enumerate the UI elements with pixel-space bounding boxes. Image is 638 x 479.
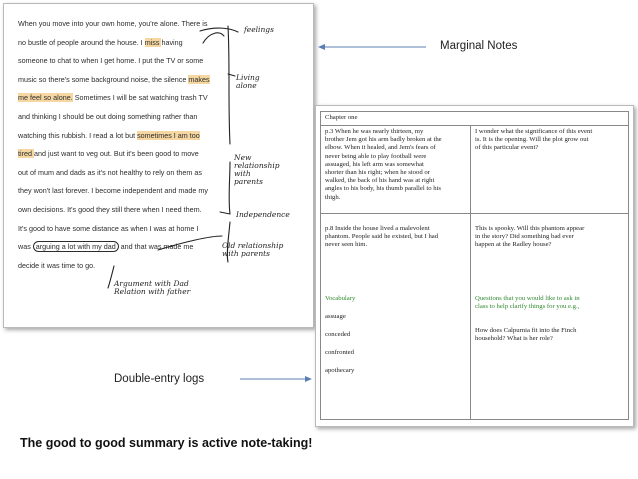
margin-note-argument: Argument with Dad Relation with father: [114, 279, 191, 296]
log-row: [321, 125, 628, 214]
text-segment: was: [18, 242, 33, 252]
text-segment: someone to chat to when I get home. I put the TV or some: [18, 56, 204, 66]
text-segment: watching this rubbish. I read a lot but: [18, 130, 138, 140]
text-segment: and thinking I should be out doing something rather than: [18, 112, 198, 121]
log-header: Chapter one: [325, 114, 358, 121]
text-segment: and that was made me: [118, 242, 194, 252]
marginal-notes-label: Marginal Notes: [440, 40, 518, 52]
vocab-word: conceded: [325, 331, 351, 338]
text-segment: own decisions. It's good they still there when I need them.: [18, 205, 202, 214]
vocab-word: confronted: [325, 349, 354, 356]
margin-note-feelings: feelings: [244, 25, 274, 34]
circled-phrase: arguing a lot with my dad: [33, 241, 119, 252]
double-entry-arrow: [240, 374, 312, 384]
vocabulary-heading: Vocabulary: [325, 295, 356, 302]
highlighted-phrase: sometimes I am too: [137, 130, 200, 140]
text-segment: decide it was time to go.: [18, 260, 96, 270]
log-response: I wonder what the significance of this event is. It is the opening. Will the plot grow out of this particular event?: [475, 128, 593, 152]
text-segment: and just want to veg out. But it's been good to move: [33, 149, 199, 159]
double-entry-label: Double-entry logs: [114, 373, 205, 385]
text-segment: music so there's some background noise, the silence: [18, 74, 189, 84]
class-question: How does Calpurnia fit into the Finch household? What is her role?: [475, 327, 577, 343]
summary-caption: The good to good summary is active note-taking!: [20, 436, 313, 450]
text-segment: having: [161, 37, 183, 47]
text-segment: When you move into your own home, you're alone. There is: [18, 19, 208, 28]
highlighted-phrase: me feel so alone.: [18, 93, 73, 103]
log-header-row: [321, 112, 628, 126]
text-segment: Sometimes I will be sat watching trash TV: [72, 93, 208, 103]
text-segment: they won't last forever. I become independent and made my: [18, 186, 208, 196]
margin-note-living-alone: Living alone: [236, 73, 260, 90]
highlighted-phrase: miss: [144, 37, 162, 47]
text-segment: It's good to have some distance as when I was at home I: [18, 223, 199, 233]
vocab-word: apothecary: [325, 367, 355, 374]
text-segment: no bustle of people around the house. I: [18, 37, 145, 47]
margin-note-old-relationship: Old relationship with parents: [222, 241, 284, 258]
vocab-word: assuage: [325, 313, 346, 320]
log-quote: p.3 When he was nearly thirteen, my brother Jem got his arm badly broken at the elbow. When it healed, and Jem's fears of never being able to play football were assuaged, his left arm was somewhat shorter than his right; when he stood or walked, the back of his hand was at right angles to his body, his thumb parallel to his thigh.: [325, 128, 442, 201]
highlighted-phrase: makes: [188, 74, 210, 84]
log-response: This is spooky. Will this phantom appear in the story? Did something bad ever happen at the Radley house?: [475, 225, 585, 249]
margin-note-new-relationship: New relationship with parents: [234, 153, 280, 186]
questions-heading: Questions that you would like to ask in class to help clarify things for you e.g.,: [475, 295, 580, 311]
log-table: [320, 111, 629, 420]
annotated-text-sample: [3, 3, 314, 328]
marginal-notes-arrow: [318, 42, 428, 52]
text-segment: out of mum and dads as it's not healthy to rely on them as: [18, 167, 202, 177]
log-row: [321, 213, 628, 285]
margin-note-independence: Independence: [236, 210, 290, 219]
double-entry-log: [315, 105, 634, 427]
highlighted-phrase: tired: [18, 149, 34, 159]
log-quote: p.8 Inside the house lived a malevolent phantom. People said he existed, but I had never seen him.: [325, 225, 439, 249]
